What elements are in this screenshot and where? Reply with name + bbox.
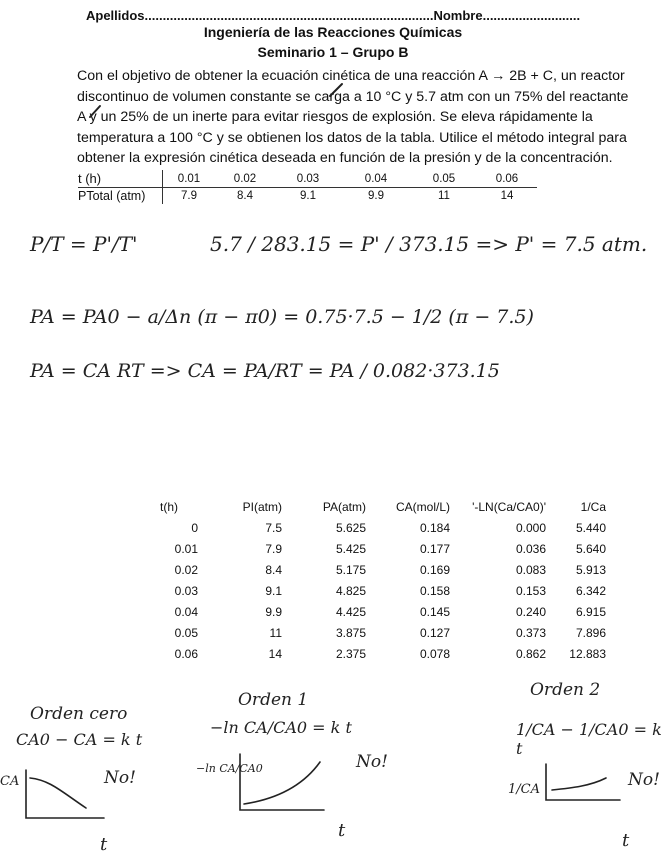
column-header: '-LN(Ca/CA0)' [472,499,546,514]
handwritten-eq1b: 5.7 / 283.15 = P' / 373.15 => P' = 7.5 atm. [210,232,648,256]
order1-axes [240,754,324,810]
p-cell: 8.4 [237,190,253,202]
table-cell: 0.01 [174,541,198,556]
table-cell: 5.425 [335,541,366,556]
table-cell: 12.883 [569,646,606,661]
table-cell: 0.000 [515,520,546,535]
order0-y-axis: CA [0,774,20,789]
problem-line: obtener la expresión cinética deseada en función de la presión y de la concentración. [77,150,613,166]
order1-verdict: No! [356,752,388,772]
table-cell: 0.078 [419,646,450,661]
table-cell: 8.4 [265,562,282,577]
table-cell: 0.240 [515,604,546,619]
table-cell: 9.9 [265,604,282,619]
problem-line: A y un 25% de un inerte para evitar riesgos de explosión. Se eleva rápidamente la [77,109,593,125]
correction-mark [90,106,100,117]
name-label: Nombre [433,8,483,23]
table-cell: 0.02 [174,562,198,577]
table-cell: 0.177 [419,541,450,556]
table-cell: 5.913 [575,562,606,577]
order0-curve [30,778,86,808]
t-cell: 0.01 [177,172,201,185]
p-cell: 9.1 [300,190,316,202]
table-cell: 0.153 [515,583,546,598]
table-cell: 11 [269,625,282,640]
surname-label: Apellidos [86,8,145,23]
p-total-label: PTotal (atm) [78,188,163,205]
table-cell: 6.342 [575,583,606,598]
table-cell: 4.825 [335,583,366,598]
t-cell: 0.02 [233,172,257,185]
p-cell: 14 [500,190,514,202]
order2-verdict: No! [628,770,660,790]
column-header: t(h) [160,499,178,514]
table-cell: 14 [268,646,282,661]
t-label: t (h) [78,170,163,188]
table-cell: 0.127 [419,625,450,640]
table-cell: 7.896 [575,625,606,640]
table-cell: 2.375 [335,646,366,661]
table-cell: 0.145 [419,604,450,619]
column-header: CA(mol/L) [395,499,450,514]
table-cell: 7.9 [265,541,282,556]
order0-title: Orden cero [30,704,128,724]
table-cell: 5.175 [335,562,366,577]
order1-equation: −ln CA/CA0 = k t [210,718,352,737]
p-cell: 9.9 [368,190,384,202]
table-cell: 0.036 [515,541,546,556]
t-cell: 0.06 [495,172,519,185]
table-cell: 0 [191,520,198,535]
seminar-title: Seminario 1 – Grupo B [257,44,409,60]
table-cell: 9.1 [265,583,282,598]
problem-line: discontinuo de volumen constante se carga a 10 °C y 5.7 atm con un 75% del reactante [77,88,629,105]
course-title: Ingeniería de las Reacciones Químicas [203,24,463,40]
handwritten-eq2: PA = PA0 − a/Δn (π − π0) = 0.75·7.5 − 1/2 (π − 7.5) [30,306,534,328]
problem-line: Con el objetivo de obtener la ecuación cinética de una reacción A → 2B + C, un reactor [77,68,625,84]
t-cell: 0.04 [364,172,388,185]
order0-x-axis: t [100,834,108,855]
handwritten-eq3: PA = CA RT => CA = PA/RT = PA / 0.082·373.15 [30,360,500,382]
t-cell: 0.03 [296,172,320,185]
handwritten-eq1: P/T = P'/T' [30,232,138,256]
order1-curve [244,762,320,804]
order1-title: Orden 1 [238,690,309,710]
table-cell: 0.184 [419,520,450,535]
p-cell: 7.9 [181,190,197,202]
order2-curve [552,778,606,790]
order2-axes [546,764,620,800]
order2-equation: 1/CA − 1/CA0 = k t [516,720,662,758]
order2-y-axis: 1/CA [508,782,540,797]
table-cell: 6.915 [575,604,606,619]
table-cell: 0.158 [419,583,450,598]
table-cell: 0.083 [515,562,546,577]
order0-verdict: No! [104,768,136,788]
correction-mark [330,84,342,96]
table-cell: 0.04 [174,604,198,619]
p-cell: 11 [438,190,450,202]
order2-x-axis: t [622,830,630,851]
column-header: PA(atm) [322,499,366,514]
problem-line: temperatura a 100 °C y se obtienen los datos de la tabla. Utilice el método integral para [77,129,627,146]
table-cell: 0.03 [174,583,198,598]
table-cell: 5.440 [575,520,606,535]
order2-title: Orden 2 [530,680,601,700]
table-cell: 3.875 [335,625,366,640]
table-cell: 0.06 [174,646,198,661]
table-cell: 7.5 [265,520,282,535]
surname-field: Apellidos................................................................................Nombre........................... [86,8,581,23]
table-cell: 5.640 [575,541,606,556]
table-cell: 4.425 [335,604,366,619]
t-cell: 0.05 [432,172,456,185]
table-cell: 0.169 [419,562,450,577]
order1-x-axis: t [338,820,346,841]
table-cell: 0.05 [174,625,198,640]
column-header: 1/Ca [580,499,606,514]
column-header: PI(atm) [242,499,282,514]
order0-equation: CA0 − CA = k t [16,730,143,749]
table-cell: 5.625 [335,520,366,535]
table-cell: 0.862 [515,646,546,661]
order1-y-axis: −ln CA/CA0 [196,762,263,775]
table-cell: 0.373 [515,625,546,640]
